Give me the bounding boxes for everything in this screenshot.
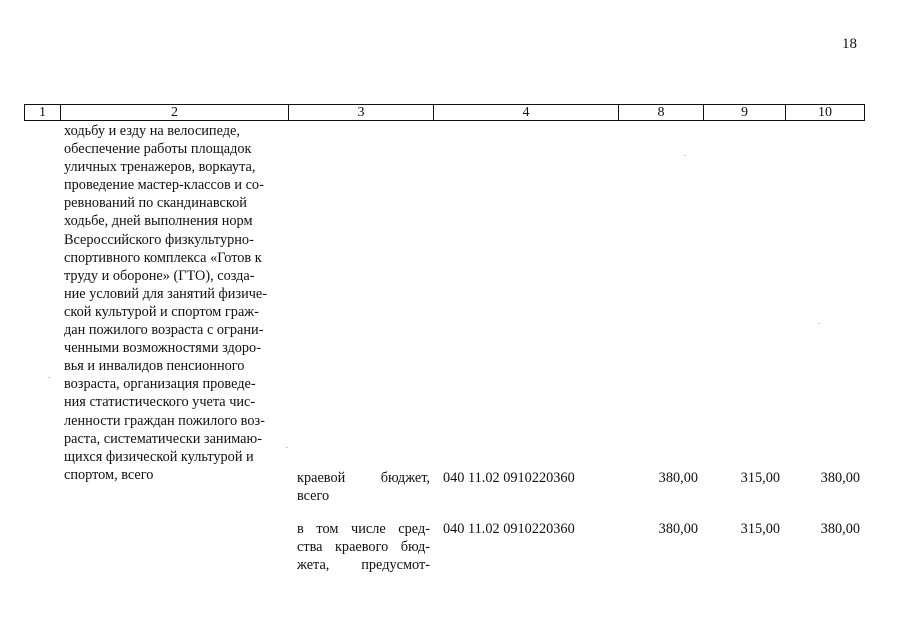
scan-speck — [818, 323, 820, 324]
description-line: вья и инвалидов пенсионного — [64, 358, 245, 375]
description-line: труду и обороне» (ГТО), созда- — [64, 267, 255, 284]
description-line: ленности граждан пожилого воз- — [64, 412, 265, 429]
header-cell-8: 8 — [619, 105, 704, 121]
header-cell-4: 4 — [434, 105, 619, 121]
description-line: спортивного комплекса «Готов к — [64, 249, 262, 266]
value-col-9: 315,00 — [740, 470, 780, 486]
header-cell-9: 9 — [704, 105, 786, 121]
page-number: 18 — [842, 36, 857, 52]
scan-speck — [684, 155, 686, 156]
scan-speck — [286, 447, 288, 448]
description-line: проведение мастер-классов и со- — [64, 177, 264, 194]
description-line: ской культурой и спортом граж- — [64, 303, 259, 320]
label-line: жета, предусмот- — [297, 557, 430, 573]
description-line: дан пожилого возраста с ограни- — [64, 322, 264, 339]
description-line: ходьбе, дней выполнения норм — [64, 213, 253, 230]
label-line: ства краевого бюд- — [297, 539, 430, 555]
description-line: ченными возможностями здоро- — [64, 340, 261, 357]
value-col-8: 380,00 — [658, 521, 698, 537]
header-cell-2: 2 — [61, 105, 289, 121]
value-col-8: 380,00 — [658, 470, 698, 486]
description-line: уличных тренажеров, воркаута, — [64, 159, 256, 176]
description-line: возраста, организация проведе- — [64, 376, 256, 393]
scan-speck — [48, 377, 50, 378]
description-line: ния статистического учета чис- — [64, 394, 256, 411]
header-row — [25, 105, 865, 121]
value-col-9: 315,00 — [740, 521, 780, 537]
header-cell-10: 10 — [786, 105, 865, 121]
description-line: спортом, всего — [64, 466, 154, 483]
description-line: ходьбу и езду на велосипеде, — [64, 123, 240, 139]
header-cell-3: 3 — [289, 105, 434, 121]
description-line: щихся физической культурой и — [64, 448, 254, 465]
description-line: ревнований по скандинавской — [64, 195, 247, 212]
budget-code: 040 11.02 0910220360 — [443, 470, 575, 486]
description-line: Всероссийского физкультурно- — [64, 231, 254, 248]
description-line: обеспечение работы площадок — [64, 141, 252, 158]
description-line: раста, систематически занимаю- — [64, 430, 262, 447]
measure-description — [64, 122, 283, 484]
label-line: всего — [297, 488, 330, 504]
description-line: ние условий для занятий физиче- — [64, 285, 268, 302]
value-col-10: 380,00 — [820, 470, 860, 486]
label-line: в том числе сред- — [297, 521, 430, 537]
budget-code: 040 11.02 0910220360 — [443, 521, 575, 537]
funding-source-label — [297, 520, 430, 574]
header-cell-1: 1 — [25, 105, 61, 121]
value-col-10: 380,00 — [820, 521, 860, 537]
table-header — [24, 104, 865, 121]
label-line: краевой бюджет, — [297, 470, 430, 486]
funding-source-label — [297, 469, 430, 505]
